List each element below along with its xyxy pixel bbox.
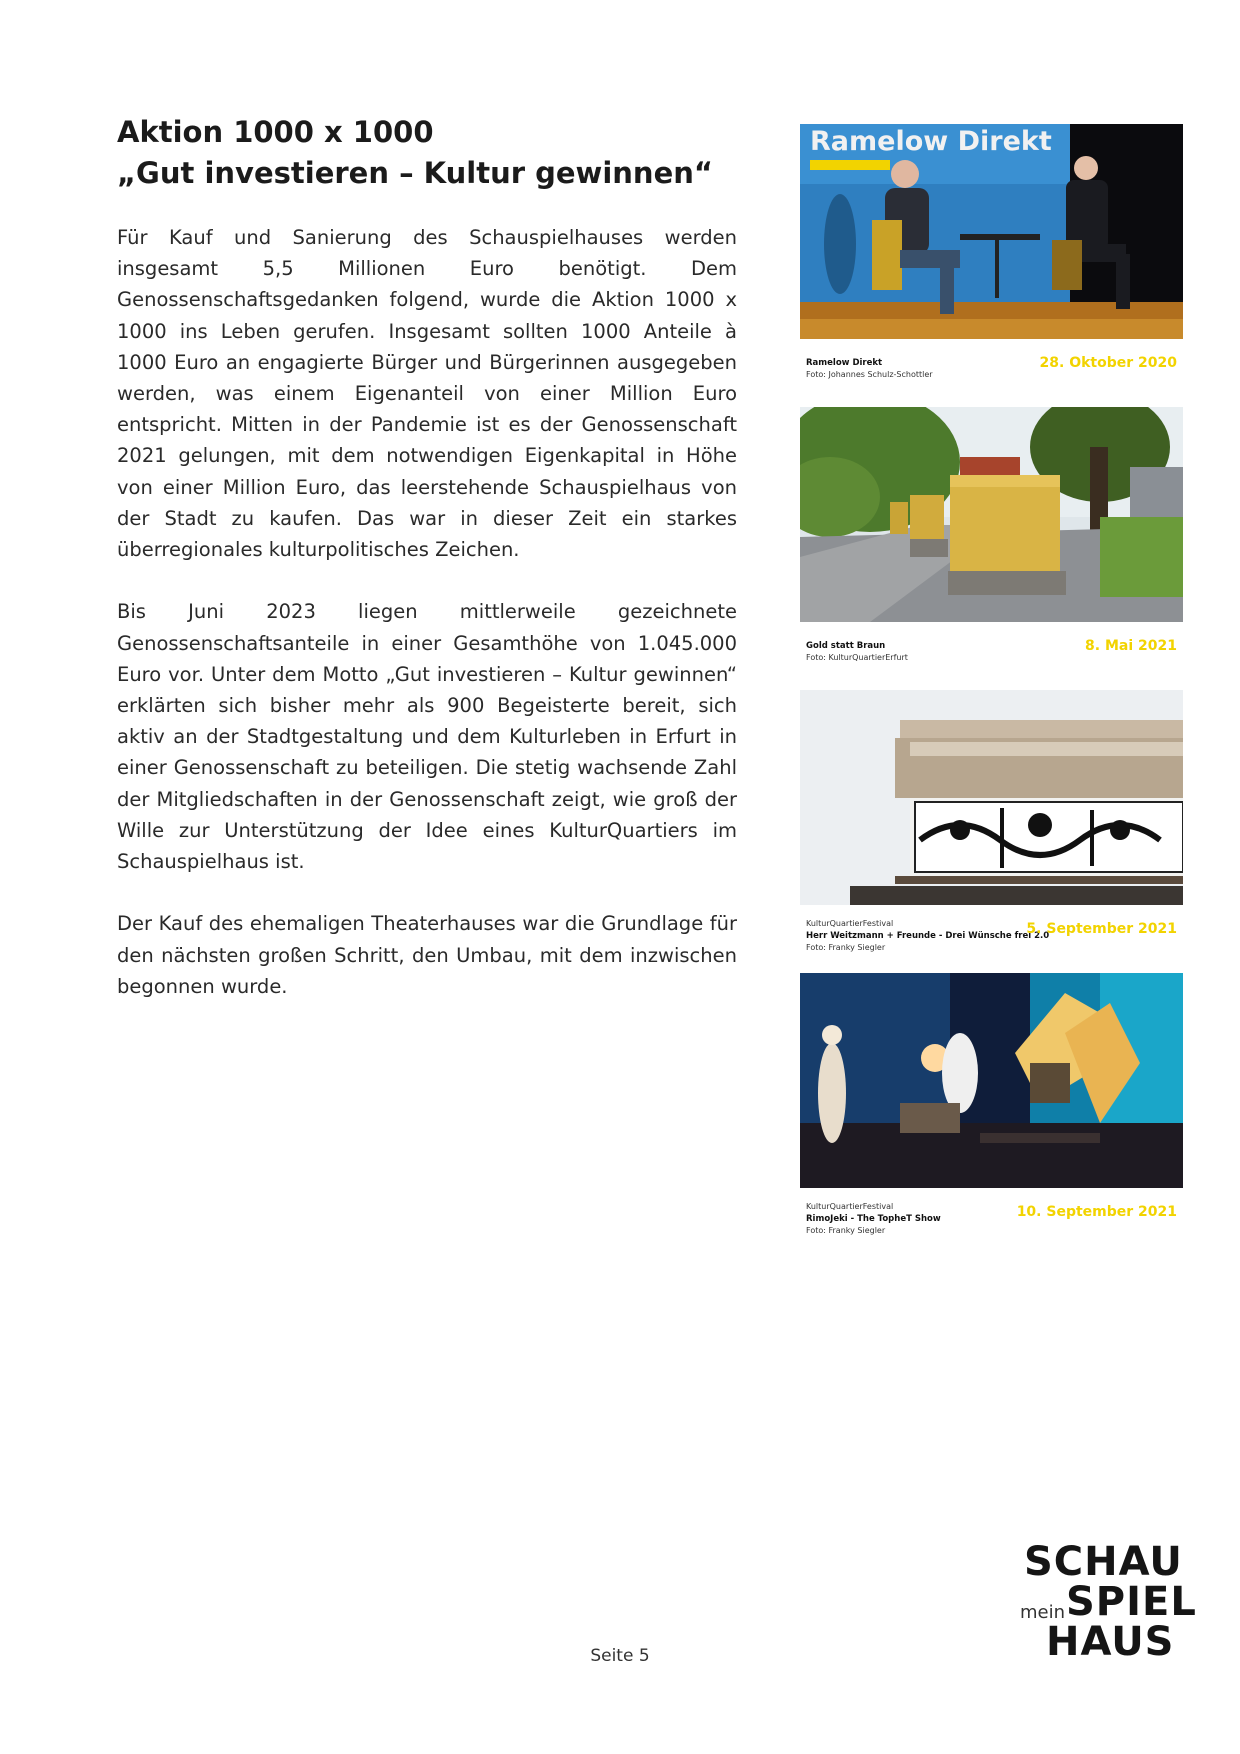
caption-event: KulturQuartierFestival xyxy=(806,1202,894,1211)
page-number: Seite 5 xyxy=(590,1646,650,1666)
body-text xyxy=(117,222,737,1033)
page-title xyxy=(117,112,737,194)
schauspielhaus-logo xyxy=(1016,1539,1197,1670)
photo-gold-statt-braun xyxy=(800,407,1183,622)
caption-credit: Foto: Franky Siegler xyxy=(806,943,886,952)
photo-block-gold xyxy=(800,407,1183,682)
caption-ramelow xyxy=(800,349,1183,399)
street-photo-image xyxy=(800,407,1183,622)
caption-date: 10. September 2021 xyxy=(1016,1204,1177,1220)
caption-gold xyxy=(800,632,1183,682)
photo-herr-weitzmann xyxy=(800,690,1183,905)
photo-block-rimojeki xyxy=(800,973,1183,1248)
paragraph-2: Bis Juni 2023 liegen mittlerweile gezeichnete Genossenschaftsanteile in einer Gesamthöhe von 1.045.000 Euro vor. Unter dem Motto „Gut investieren – Kultur gewinnen“ erklärten sich bisher mehr als 900 Begeisterte bereit, sich aktiv an der Stadtgestaltung und dem Kulturleben in Erfurt in einer Genossenschaft zu beteiligen. Die stetig wachsende Zahl der Mitgliedschaften in der Genossenschaft zeigt, wie groß der Wille zur Unterstützung der Idee eines KulturQuartiers im Schauspielhaus ist. xyxy=(117,600,737,874)
caption-credit: Foto: Franky Siegler xyxy=(806,1226,886,1235)
photo-block-weitzmann xyxy=(800,690,1183,965)
logo-line-schau: SCHAU xyxy=(1024,1539,1183,1585)
title-line-1: Aktion 1000 x 1000 xyxy=(117,115,434,149)
caption-rimojeki xyxy=(800,1198,1183,1248)
stage-show-photo-image xyxy=(800,973,1183,1188)
facade-photo-image xyxy=(800,690,1183,905)
banner-text: Ramelow Direkt xyxy=(810,126,1052,157)
title-line-2: „Gut investieren – Kultur gewinnen“ xyxy=(117,156,713,190)
caption-event: KulturQuartierFestival xyxy=(806,919,894,928)
caption-date: 28. Oktober 2020 xyxy=(1039,355,1177,371)
caption-title: Herr Weitzmann + Freunde - Drei Wünsche frei 2.0 xyxy=(806,931,1050,941)
photo-block-ramelow xyxy=(800,124,1183,399)
stage-photo-image xyxy=(800,124,1183,339)
caption-title: Gold statt Braun xyxy=(806,641,886,651)
caption-title: Ramelow Direkt xyxy=(806,358,883,368)
logo-line-haus: HAUS xyxy=(1046,1619,1175,1665)
caption-credit: Foto: Johannes Schulz-Schottler xyxy=(806,370,933,379)
caption-title: RimoJeki - The TopheT Show xyxy=(806,1214,941,1224)
caption-date: 5. September 2021 xyxy=(1026,921,1177,937)
paragraph-1: Für Kauf und Sanierung des Schauspielhauses werden insgesamt 5,5 Millionen Euro benötigt. Dem Genossenschaftsgedanken folgend, wurde die Aktion 1000 x 1000 ins Leben gerufen. Insgesamt sollten 1000 Anteile à 1000 Euro an engagierte Bürger und Bürgerinnen ausgegeben werden, was einem Eigenanteil von einer Million Euro entspricht. Mitten in der Pandemie ist es der Genossenschaft 2021 gelungen, mit dem notwendigen Eigenkapital in Höhe von einer Million Euro, das leerstehende Schauspielhaus von der Stadt zu kaufen. Das war in dieser Zeit ein starkes überregionales kulturpolitisches Zeichen. xyxy=(117,226,737,562)
caption-date: 8. Mai 2021 xyxy=(1085,638,1177,654)
caption-weitzmann xyxy=(800,915,1183,965)
logo-mein: mein xyxy=(1020,1602,1066,1623)
photo-ramelow-direkt xyxy=(800,124,1183,339)
paragraph-3: Der Kauf des ehemaligen Theaterhauses war die Grundlage für den nächsten großen Schritt, den Umbau, mit dem inzwischen begonnen wurde. xyxy=(117,912,737,998)
caption-credit: Foto: KulturQuartierErfurt xyxy=(806,653,908,662)
photo-rimojeki xyxy=(800,973,1183,1188)
logo-line-spiel: SPIEL xyxy=(1066,1579,1197,1625)
